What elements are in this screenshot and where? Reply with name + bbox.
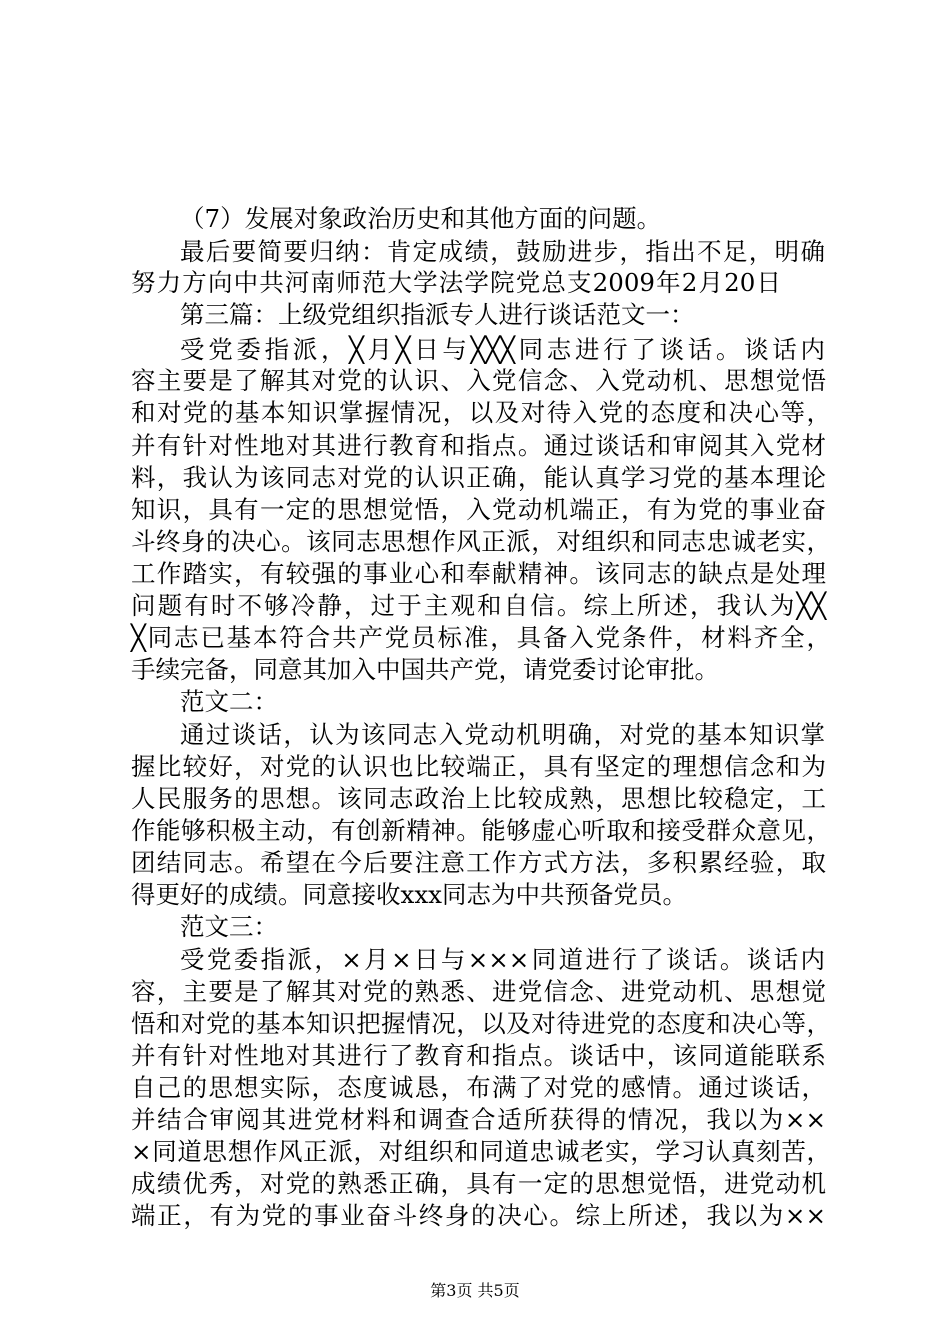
page-number-footer: 第3页 共5页 — [430, 1281, 520, 1300]
text-line: 手续完备，同意其加入中国共产党，请党委讨论审批。 — [131, 655, 719, 684]
text-line: 握比较好，对党的认识也比较端正，具有坚定的理想信念和为 — [131, 752, 826, 781]
text-line: 作能够积极主动，有创新精神。能够虚心听取和接受群众意见， — [131, 816, 831, 845]
section-heading: 第三篇：上级党组织指派专人进行谈话范文一： — [180, 300, 695, 329]
section-heading: 范文二： — [180, 687, 278, 716]
text-line: 通过谈话，认为该同志入党动机明确，对党的基本知识掌 — [180, 720, 825, 749]
text-line: 努力方向中共河南师范大学法学院党总支2009年2月20日 — [131, 268, 781, 297]
text-line: 成绩优秀，对党的熟悉正确，具有一定的思想觉悟，进党动机 — [131, 1169, 826, 1198]
text-line: ×同道思想作风正派，对组织和同道忠诚老实，学习认真刻苦， — [131, 1137, 831, 1166]
text-line: 并结合审阅其进党材料和调查合适所获得的情况，我以为×× — [131, 1105, 826, 1134]
text-line: 工作踏实，有较强的事业心和奉献精神。该同志的缺点是处理 — [131, 559, 826, 588]
text-line: 端正，有为党的事业奋斗终身的决心。综上所述，我以为×× — [131, 1201, 826, 1230]
text-line: 并有针对性地对其进行了教育和指点。谈话中，该同道能联系 — [131, 1041, 826, 1070]
text-line: 容，主要是了解其对党的熟悉、进党信念、进党动机、思想觉 — [131, 977, 826, 1006]
text-line: 人民服务的思想。该同志政治上比较成熟，思想比较稳定，工 — [131, 784, 826, 813]
text-line: 得更好的成绩。同意接收xxx同志为中共预备党员。 — [131, 880, 687, 909]
text-line: 悟和对党的基本知识把握情况，以及对待进党的态度和决心等， — [131, 1009, 831, 1038]
text-line: （7）发展对象政治历史和其他方面的问题。 — [180, 204, 662, 233]
text-line: 并有针对性地对其进行教育和指点。通过谈话和审阅其入党材 — [131, 431, 826, 460]
section-heading: 范文三： — [180, 912, 278, 941]
text-line: 受党委指派，×月×日与×××同道进行了谈话。谈话内 — [180, 945, 825, 974]
text-line: 团结同志。希望在今后要注意工作方式方法，多积累经验，取 — [131, 848, 826, 877]
text-line: 知识，具有一定的思想觉悟，入党动机端正，有为党的事业奋 — [131, 495, 826, 524]
text-line: 自己的思想实际，态度诚恳，布满了对党的感情。通过谈话， — [131, 1073, 826, 1102]
text-line: 和对党的基本知识掌握情况，以及对待入党的态度和决心等， — [131, 398, 831, 427]
text-line: 容主要是了解其对党的认识、入党信念、入党动机、思想觉悟 — [131, 366, 826, 395]
text-line: 最后要简要归纳：肯定成绩，鼓励进步，指出不足，明确 — [180, 237, 825, 266]
text-line: 问题有时不够冷静，过于主观和自信。综上所述，我认为╳╳ — [131, 591, 826, 620]
text-line: 料，我认为该同志对党的认识正确，能认真学习党的基本理论 — [131, 463, 826, 492]
text-line: ╳同志已基本符合共产党员标准，具备入党条件，材料齐全， — [131, 623, 831, 652]
text-line: 斗终身的决心。该同志思想作风正派，对组织和同志忠诚老实， — [131, 527, 831, 556]
text-line: 受党委指派，╳月╳日与╳╳╳同志进行了谈话。谈话内 — [180, 335, 825, 364]
